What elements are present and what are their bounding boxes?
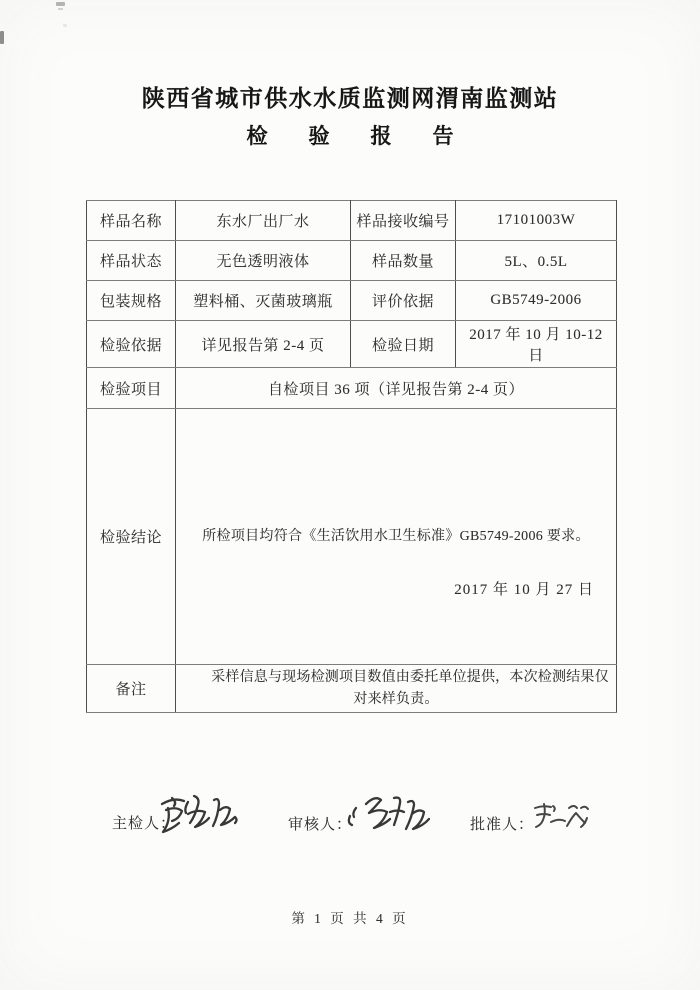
test-date-value: 2017 年 10 月 10-12 日 [456, 321, 617, 368]
scan-artifact [63, 24, 67, 27]
remark-text: 采样信息与现场检测项目数值由委托单位提供，本次检测结果仅对来样负责。 [211, 670, 609, 707]
page-footer: 第 1 页 共 4 页 [291, 911, 409, 926]
test-date-label: 检验日期 [351, 321, 456, 368]
sample-state-value: 无色透明液体 [176, 241, 351, 281]
approver-signature-icon [531, 796, 595, 836]
station-title: 陕西省城市供水水质监测网渭南监测站 [141, 86, 559, 111]
table-row [87, 241, 617, 281]
table-row [87, 201, 617, 241]
test-basis-value: 详见报告第 2-4 页 [176, 321, 351, 368]
table-row [87, 665, 617, 713]
receipt-no-label: 样品接收编号 [351, 201, 456, 241]
packaging-value: 塑料桶、灭菌玻璃瓶 [176, 281, 351, 321]
conclusion-date: 2017 年 10 月 27 日 [454, 582, 594, 598]
eval-basis-label: 评价依据 [351, 281, 456, 321]
sample-name-label: 样品名称 [87, 201, 176, 241]
packaging-label: 包装规格 [87, 281, 176, 321]
conclusion-cell [176, 409, 617, 665]
test-items-value: 自检项目 36 项（详见报告第 2-4 页） [176, 368, 617, 409]
test-items-label: 检验项目 [87, 368, 176, 409]
conclusion-text: 所检项目均符合《生活饮用水卫生标准》GB5749-2006 要求。 [202, 529, 590, 544]
reviewer-label: 审核人： [288, 817, 353, 833]
conclusion-label: 检验结论 [87, 409, 176, 665]
sample-state-label: 样品状态 [87, 241, 176, 281]
inspector-signature-icon [158, 788, 244, 846]
sample-qty-label: 样品数量 [351, 241, 456, 281]
report-summary-table [86, 200, 617, 713]
sample-name-value: 东水厂出厂水 [176, 201, 351, 241]
table-row [87, 281, 617, 321]
test-basis-label: 检验依据 [87, 321, 176, 368]
scan-artifact [58, 8, 63, 10]
eval-basis-value: GB5749-2006 [456, 281, 617, 321]
reviewer-signature-icon [344, 788, 432, 846]
remark-label: 备注 [87, 665, 176, 713]
table-row [87, 368, 617, 409]
report-title: 检验报告 [246, 124, 495, 148]
approver-label: 批准人： [470, 817, 535, 833]
scan-artifact [0, 31, 4, 44]
table-row [87, 409, 617, 665]
table-row [87, 321, 617, 368]
sample-qty-value: 5L、0.5L [456, 241, 617, 281]
scan-artifact [56, 2, 65, 6]
remark-cell [176, 665, 617, 713]
inspector-label: 主检人： [112, 816, 177, 832]
receipt-no-value: 17101003W [456, 201, 617, 241]
